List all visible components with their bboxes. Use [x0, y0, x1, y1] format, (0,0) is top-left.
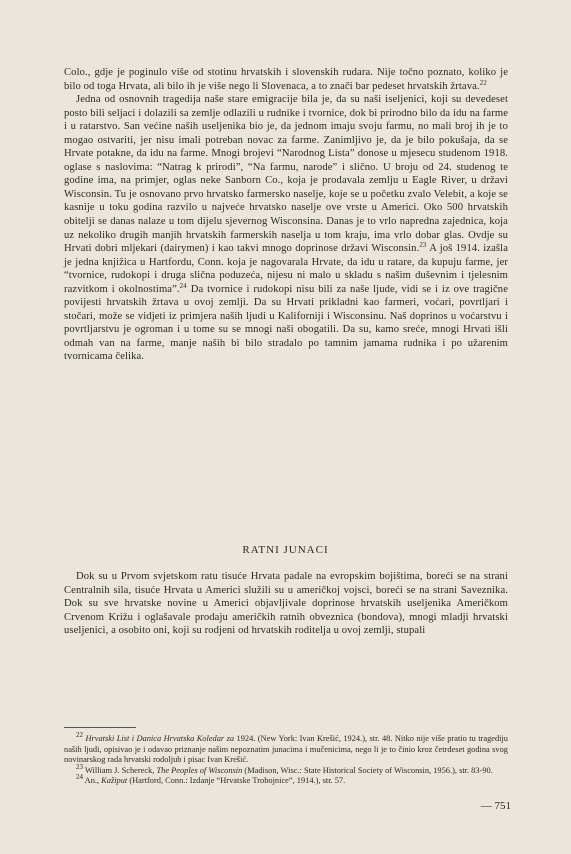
footnote-ref-23: 23 — [419, 241, 427, 250]
paragraph-1: Colo., gdje je poginulo više od stotinu hrvatskih i slovenskih rudara. Nije točno poznato, koliko je bilo od toga Hrvata, ali bilo ih je više nego li Slovenaca, a to znači bar pedeset hrvatskih žrtava.$^{22}$ — [64, 67, 508, 92]
footnote-22: $^{22}$ Hrvatski List i Danica Hrvatska Koledar za 1924. (New York: Ivan Krešić, 1924.), str. 48. Nitko nije više pratio tu tragediju naših ljudi, opisivao je i odavao priznanje našim nepoznatim junacima i mučenicima, nego li je to činio kroz četrdeset godina svog novinarskog rada hrvatski rodoljub i pisac Ivan Krešić. — [64, 731, 508, 765]
footnote-24: $^{24}$ An., Kažiput (Hartford, Conn.: Izdanje “Hrvatske Trobojnice”, 1914.), str. 57. — [76, 773, 346, 786]
body-text — [64, 66, 508, 364]
footnote-23: $^{23}$ William J. Schereck, The Peoples of Wisconsin (Madison, Wisc.: State Historical Society of Wisconsin, 1956.), str. 83-90. — [76, 762, 493, 775]
footnotes — [64, 731, 508, 787]
footnote-divider — [64, 727, 136, 728]
section-paragraph: Dok su u Prvom svjetskom ratu tisuće Hrvata padale na evropskim bojištima, boreći se na strani Centralnih sila, tisuće Hrvata u Americi služili su u američkoj vojsci, boreći se na strani Saveznika. Dok su sve hrvatske novine u Americi objavljivale doprinose hrvatskih useljenika Američkom Crvenom Križu i oglašavale prodaju američkih ratnih obveznica (bondova), mnogi mladji hrvatski useljenici, a osobito oni, koji su rodjeni od hrvatskih roditelja u ovoj zemlji, stupali — [64, 571, 508, 637]
page-number: — 751 — [480, 800, 511, 812]
footnote-ref-22: 22 — [479, 78, 487, 87]
section-body — [64, 570, 508, 638]
section-heading: RATNI JUNACI — [242, 544, 329, 556]
paragraph-2: Jedna od osnovnih tragedija naše stare emigracije bila je, da su naši iseljenici, koji su devedeset posto bili seljaci i dolazili sa zemlje odlazili u rudnike i tvornice, dok bi prirodno bilo da idu na farme i u ratarstvo. San većine naših useljenika bio je, da jednom imaju svoju farmu, no mali broj ih je to mogao ostvariti, jer nisu imali potreban novac za farme. Zanimljivo je, da je bilo pokušaja, da se Hrvate potakne, da idu na farme. Mnogi brojevi “Narodnog Lista” donose u mjesecu studenom 1918. oglase s naslovima: “Natrag k prirodi”, “Na farmu, narode” i slično. U broju od 24. studenog te godine ima, na primjer, oglas neke Sanborn Co., koja je prodavala zemlju u Eagle River, u državi Wisconsin. Tu je osnovano prvo hrvatsko farmersko naselje, koje se u početku zvalo Velebit, a koje se kasnije u toku godina razvilo u najveće hrvatsko naselje ove vrste u Americi. Oko 500 hrvatskih obitelji se danas nalaze u tom dijelu sjevernog Wisconsina. Danas je to vrlo napredna zajednica, koja uz nekoliko drugih manjih hrvatskih farmerskih naselja u tom kraju, ima vrlo dobar glas. Ovdje su Hrvati dobri mljekari (dairymen) i kao takvi mnogo doprinose državi Wisconsin.$^{23}$ A još 1914. izašla je jedna knjižica u Hartfordu, Conn. koja je nagovarala Hrvate, da idu u ratare, da kupuju farme, jer “tvornice, rudokopi i druga slična poduzeća, nijesu ni malo u skladu s našim duševnim i tjelesnim razvitkom i okolnostima”.$^{24}$ Da tvornice i rudokopi nisu bili za naše ljude, vidi se i iz ove tragične povijesti hrvatskih žrtava u ovoj zemlji. Da su Hrvati prikladni kao farmeri, voćari, povrtljari i stočari, može se vidjeti iz primjera naših ljudi u Kaliforniji i Wisconsinu. Naš doprinos u voćarstvu i povrtljarstvu je ogroman i u tome su se mnogi naši obogatili. Da su, kamo sreće, mnogi Hrvati išli odmah van na farme, manje naših bi bilo stradalo po tamnim jamama rudnika i po užarenim tvornicama čelika. — [64, 94, 508, 363]
footnote-ref-24: 24 — [179, 281, 187, 290]
